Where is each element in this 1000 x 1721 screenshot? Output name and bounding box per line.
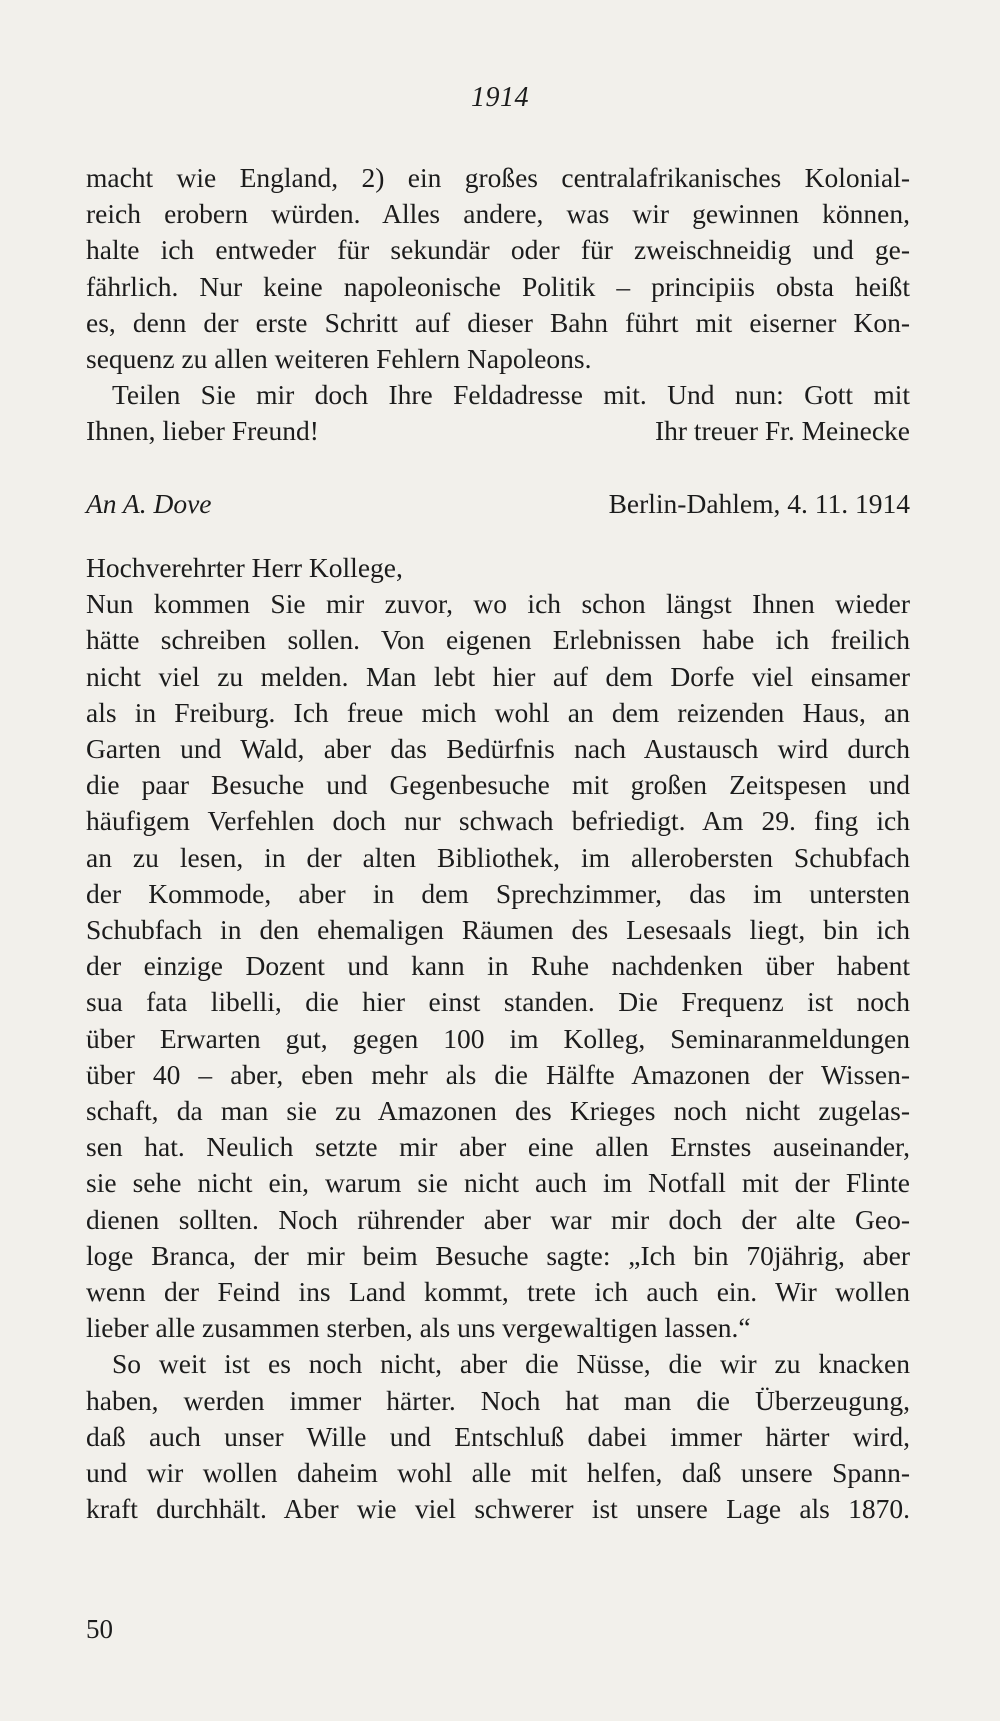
text-line: macht wie England, 2) ein großes centralafrikanisches Kolonial- — [86, 162, 910, 193]
text-line: loge Branca, der mir beim Besuche sagte: „Ich bin 70jährig, aber — [86, 1239, 910, 1271]
text-line: häufigem Verfehlen doch nur schwach befriedigt. Am 29. fing ich — [86, 805, 910, 837]
text-line: nicht viel zu melden. Man lebt hier auf dem Dorfe viel einsamer — [86, 660, 910, 692]
text-line: sua fata libelli, die hier einst standen. Die Frequenz ist noch — [86, 986, 910, 1018]
text-line: kraft durchhält. Aber wie viel schwerer ist unsere Lage als 1870. — [86, 1493, 910, 1525]
signature: Ihr treuer Fr. Meinecke — [654, 415, 910, 447]
text-line: sie sehe nicht ein, warum sie nicht auch im Notfall mit der Flinte — [86, 1167, 910, 1199]
running-header: 1914 — [471, 82, 529, 113]
text-line: dienen sollten. Noch rührender aber war mir doch der alte Geo- — [86, 1203, 910, 1235]
closing-greeting: Ihnen, lieber Freund! — [86, 415, 319, 447]
text-line: wenn der Feind ins Land kommt, trete ich auch ein. Wir wollen — [86, 1276, 910, 1308]
text-line: sen hat. Neulich setzte mir aber eine allen Ernstes auseinander, — [86, 1131, 910, 1163]
text-line: der Kommode, aber in dem Sprechzimmer, das im untersten — [86, 877, 910, 909]
text-line: als in Freiburg. Ich freue mich wohl an dem reizenden Haus, an — [86, 696, 910, 728]
text-line: an zu lesen, in der alten Bibliothek, im allerobersten Schubfach — [86, 841, 910, 873]
text-line: die paar Besuche und Gegenbesuche mit großen Zeitspesen und — [86, 769, 910, 801]
text-line: sequenz zu allen weiteren Fehlern Napoleons. — [86, 343, 592, 375]
text-line: haben, werden immer härter. Noch hat man die Überzeugung, — [86, 1384, 910, 1416]
letter-continuation — [86, 160, 910, 450]
text-line: halte ich entweder für sekundär oder für zweischneidig und ge- — [86, 234, 910, 266]
salutation: Hochverehrter Herr Kollege, — [86, 552, 403, 583]
text-line: der einzige Dozent und kann in Ruhe nachdenken über habent — [86, 950, 910, 982]
text-line: So weit ist es noch nicht, aber die Nüsse, die wir zu knacken — [112, 1348, 910, 1380]
text-line: lieber alle zusammen sterben, als uns vergewaltigen lassen.“ — [86, 1312, 751, 1344]
text-line: daß auch unser Wille und Entschluß dabei immer härter wird, — [86, 1420, 910, 1452]
text-line: schaft, da man sie zu Amazonen des Krieges noch nicht zugelas- — [86, 1095, 910, 1127]
closing-paragraph: Teilen Sie mir doch Ihre Feldadresse mit. Und nun: Gott mit — [112, 379, 910, 411]
text-line: Garten und Wald, aber das Bedürfnis nach Austausch wird durch — [86, 733, 910, 765]
page-number: 50 — [86, 1614, 113, 1644]
letter-heading-line — [86, 486, 910, 522]
text-line: fährlich. Nur keine napoleonische Politik – principiis obsta heißt — [86, 270, 910, 302]
text-line: über 40 – aber, eben mehr als die Hälfte Amazonen der Wissen- — [86, 1058, 910, 1090]
letter-body — [86, 550, 910, 1527]
text-line: hätte schreiben sollen. Von eigenen Erlebnissen habe ich freilich — [86, 624, 910, 656]
closing-signature-line — [86, 413, 910, 449]
letter-place-date: Berlin-Dahlem, 4. 11. 1914 — [608, 488, 910, 519]
text-line: es, denn der erste Schritt auf dieser Bahn führt mit eiserner Kon- — [86, 306, 910, 338]
text-line: und wir wollen daheim wohl alle mit helfen, daß unsere Spann- — [86, 1457, 910, 1489]
text-line: reich erobern würden. Alles andere, was wir gewinnen können, — [86, 198, 910, 230]
text-line: Schubfach in den ehemaligen Räumen des Lesesaals liegt, bin ich — [86, 914, 910, 946]
text-line: Nun kommen Sie mir zuvor, wo ich schon längst Ihnen wieder — [86, 588, 910, 620]
text-line: über Erwarten gut, gegen 100 im Kolleg, Seminaranmeldungen — [86, 1022, 910, 1054]
letter-recipient: An A. Dove — [86, 488, 212, 519]
letter-heading — [86, 486, 910, 522]
